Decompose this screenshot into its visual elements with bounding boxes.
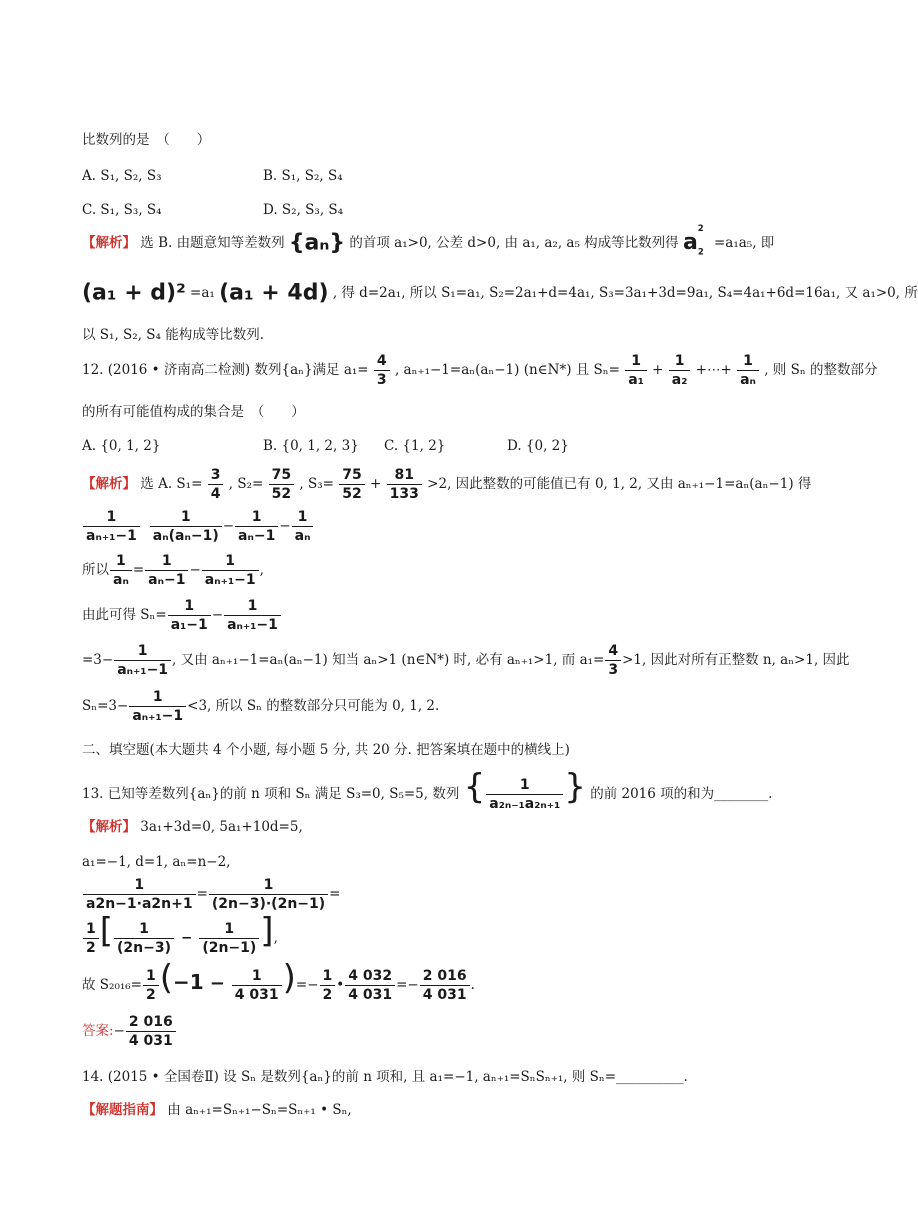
jiexi-tag: 【解析】 [82, 819, 136, 835]
q12-option-c: C. {1, 2} [384, 438, 446, 454]
q11-solution-line3: 以 S₁, S₂, S₄ 能构成等比数列. [82, 327, 265, 343]
fraction-1-an-b: $\frac{1}{\text{aₙ}}$ [292, 508, 314, 545]
jiexi-tag: 【解析】 [82, 476, 136, 492]
q12-solution-line6: Sₙ=3− $\frac{1}{\text{aₙ₊₁−1}}$ <3, 所以 Sₙ 的整数部分只可能为 0, 1, 2. [82, 689, 440, 724]
fraction-1-a2: $\frac{1}{\text{a₂}}$ [669, 352, 691, 389]
q12-youci-line: 由此可得 Sₙ= $\frac{1}{\text{a₁−1}}$ − $\frac{1}{\text{aₙ₊₁−1}}$ [82, 597, 282, 634]
q13-solution-line2: a₁=−1, d=1, aₙ=n−2, [82, 854, 231, 870]
section-heading-fill-in: 二、填空题(本大题共 4 个小题, 每小题 5 分, 共 20 分. 把答案填在题中的横线上) [82, 742, 570, 758]
fraction-75-52-b: $\frac{75}{52}$ [339, 466, 364, 503]
fraction-1-2n-1: $\frac{1}{(2n-1)}$ [199, 920, 259, 957]
q13-answer: 答案:− $\frac{2 016}{4 031}$ [82, 1013, 177, 1050]
fraction-1-an1-minus-1: $\frac{1}{\text{aₙ₊₁−1}}$ [83, 508, 140, 545]
fraction-1-an1-minus-1-c: $\frac{1}{\text{aₙ₊₁−1}}$ [224, 597, 281, 634]
an-sequence-math: {aₙ} [288, 230, 346, 256]
fraction-1-an1-minus-1-d: $\frac{1}{\text{aₙ₊₁−1}}$ [114, 642, 171, 679]
fraction-1-2n-3: $\frac{1}{(2n-3)}$ [114, 920, 174, 957]
fraction-1-a1-minus-1: $\frac{1}{\text{a₁−1}}$ [168, 597, 211, 634]
fraction-1-an1-minus-1-b: $\frac{1}{\text{aₙ₊₁−1}}$ [202, 552, 259, 589]
a1-plus-d-squared-math: (a₁ + d)² [82, 280, 186, 306]
q12-stem-line2: 的所有可能值构成的集合是 （ ） [82, 404, 305, 420]
q12-option-b: B. {0, 1, 2, 3} [263, 438, 359, 454]
fraction-1-2: $\frac{1}{2}$ [83, 920, 99, 957]
q11-solution-line1: 【解析】 选 B. 由题意知等差数列 {aₙ} 的首项 a₁>0, 公差 d>0, 由 a₁, a₂, a₅ 构成等比数列得 $a_2^2 =a_1a_5$, 即 [82, 223, 775, 258]
fraction-4-3-b: $\frac{4}{3}$ [605, 642, 621, 679]
q14-hint: 【解题指南】 由 aₙ₊₁=Sₙ₊₁−Sₙ=Sₙ₊₁ • Sₙ, [82, 1102, 352, 1118]
fraction-1-2-c: $\frac{1}{2}$ [320, 967, 336, 1004]
q11-option-b: B. S₁, S₂, S₄ [263, 168, 343, 184]
fraction-2016-4031: $\frac{2 016}{4 031}$ [420, 967, 470, 1004]
q13-solution-line1: 【解析】 3a₁+3d=0, 5a₁+10d=5, [82, 819, 303, 835]
fraction-1-2-b: $\frac{1}{2}$ [143, 967, 159, 1004]
fraction-1-an: $\frac{1}{\text{aₙ}}$ [737, 352, 759, 389]
q12-stem-line1: 12. (2016 • 济南高二检测) 数列{aₙ}满足 a₁= $\frac{4}{3}$ , aₙ₊₁−1=aₙ(aₙ−1) (n∈N*) 且 Sₙ= $\frac{1}{\text{a₁}}$ + $\frac{1}{\text{a₂}}$ +⋯+ $\frac{1}{\text{aₙ}}$ , 则 Sₙ 的整数部分 [82, 353, 878, 388]
fraction-1-a1: $\frac{1}{\text{a₁}}$ [625, 352, 647, 389]
fraction-1-an1-minus-1-e: $\frac{1}{\text{aₙ₊₁−1}}$ [129, 688, 186, 725]
fraction-1-4031: $\frac{1}{4 031}$ [232, 967, 282, 1004]
q13-solution-line3: $\frac{1}{a2n-1\cdot a2n+1}$ = $\frac{1}{(2n-3)\cdot(2n-1)}$ = [82, 876, 340, 913]
fraction-4032-4031: $\frac{4 032}{4 031}$ [345, 967, 395, 1004]
fraction-1-a2n-dot: $\frac{1}{a2n-1\cdot a2n+1}$ [83, 876, 196, 913]
q11-option-c: C. S₁, S₃, S₄ [82, 202, 162, 218]
q13-solution-line4: $\frac{1}{2}$ [ $\frac{1}{(2n-3)}$ − $\frac{1}{(2n-1)}$ ], [82, 920, 278, 957]
q13-stem: 13. 已知等差数列{aₙ}的前 n 项和 Sₙ 满足 S₃=0, S₅=5, 数列 { $\frac{1}{\text{a₂ₙ₋₁a₂ₙ₊₁}}$ } 的前 2016 项的和为________. [82, 767, 773, 812]
fraction-2016-4031-answer: $\frac{2 016}{4 031}$ [126, 1013, 176, 1050]
q11-option-d: D. S₂, S₃, S₄ [263, 202, 344, 218]
fraction-1-an-minus-1-b: $\frac{1}{\text{aₙ−1}}$ [145, 552, 188, 589]
fraction-1-a2n-product: $\frac{1}{\text{a₂ₙ₋₁a₂ₙ₊₁}}$ [486, 776, 563, 813]
q12-recurrence-line: $\frac{1}{\text{aₙ₊₁−1}}$ $\frac{1}{\text{aₙ(aₙ−1)}}$ − $\frac{1}{\text{aₙ−1}}$ − $\frac{1}{\text{aₙ}}$ [82, 508, 314, 545]
q11-solution-line2: (a₁ + d)² =a₁ (a₁ + 4d) , 得 d=2a₁, 所以 S₁=a₁, S₂=2a₁+d=4a₁, S₃=3a₁+3d=9a₁, S₄=4a₁+6d=16a₁, 又 a₁>0, 所 [82, 280, 918, 306]
q14-stem: 14. (2015 • 全国卷Ⅱ) 设 Sₙ 是数列{aₙ}的前 n 项和, 且 a₁=−1, aₙ₊₁=SₙSₙ₊₁, 则 Sₙ=__________. [82, 1069, 688, 1085]
jieti-zhinan-tag: 【解题指南】 [82, 1102, 163, 1118]
a1-plus-4d-math: (a₁ + 4d) [219, 280, 329, 306]
q12-option-a: A. {0, 1, 2} [82, 438, 161, 454]
a2-squared-math: $a_2^2$ [682, 223, 704, 258]
fraction-1-an-an-minus-1: $\frac{1}{\text{aₙ(aₙ−1)}}$ [150, 508, 222, 545]
fraction-1-paren-product: $\frac{1}{(2n-3)\cdot(2n-1)}$ [209, 876, 328, 913]
q12-solution-line1: 【解析】 选 A. S₁= $\frac{3}{4}$ , S₂= $\frac{75}{52}$ , S₃= $\frac{75}{52}$ + $\frac{81}{133}$ >2, 因此整数的可能值已有 0, 1, 2, 又由 aₙ₊₁−1=aₙ(aₙ−1) 得 [82, 467, 812, 502]
q11-options-row1 [82, 167, 343, 185]
jiexi-tag: 【解析】 [82, 235, 136, 251]
q13-solution-line5: 故 S₂₀₁₆= $\frac{1}{2}$ (−1 − $\frac{1}{4 031}$ )=− $\frac{1}{2}$ • $\frac{4 032}{4 031}$ =− $\frac{2 016}{4 031}$ . [82, 958, 475, 1003]
q12-option-d: D. {0, 2} [507, 438, 569, 454]
answer-tag: 答案: [82, 1023, 114, 1039]
fraction-81-133: $\frac{81}{133}$ [387, 466, 422, 503]
q11-options-row2 [82, 201, 344, 219]
q12-solution-line5: =3− $\frac{1}{\text{aₙ₊₁−1}}$ , 又由 aₙ₊₁−1=aₙ(aₙ−1) 知当 aₙ>1 (n∈N*) 时, 必有 aₙ₊₁>1, 而 a₁= $\frac{4}{3}$ >1, 因此对所有正整数 n, aₙ>1, 因此 [82, 643, 850, 678]
q11-stem-tail: 比数列的是 （ ） [82, 132, 211, 148]
q11-option-a: A. S₁, S₂, S₃ [82, 168, 162, 184]
fraction-75-52: $\frac{75}{52}$ [269, 466, 294, 503]
fraction-1-an-c: $\frac{1}{\text{aₙ}}$ [110, 552, 132, 589]
fraction-3-4: $\frac{3}{4}$ [208, 466, 224, 503]
q12-suoyi-line: 所以 $\frac{1}{\text{aₙ}}$ = $\frac{1}{\text{aₙ−1}}$ − $\frac{1}{\text{aₙ₊₁−1}}$ , [82, 553, 264, 588]
fraction-4-3: $\frac{4}{3}$ [374, 352, 390, 389]
fraction-1-an-minus-1: $\frac{1}{\text{aₙ−1}}$ [235, 508, 278, 545]
q12-options [82, 437, 569, 455]
